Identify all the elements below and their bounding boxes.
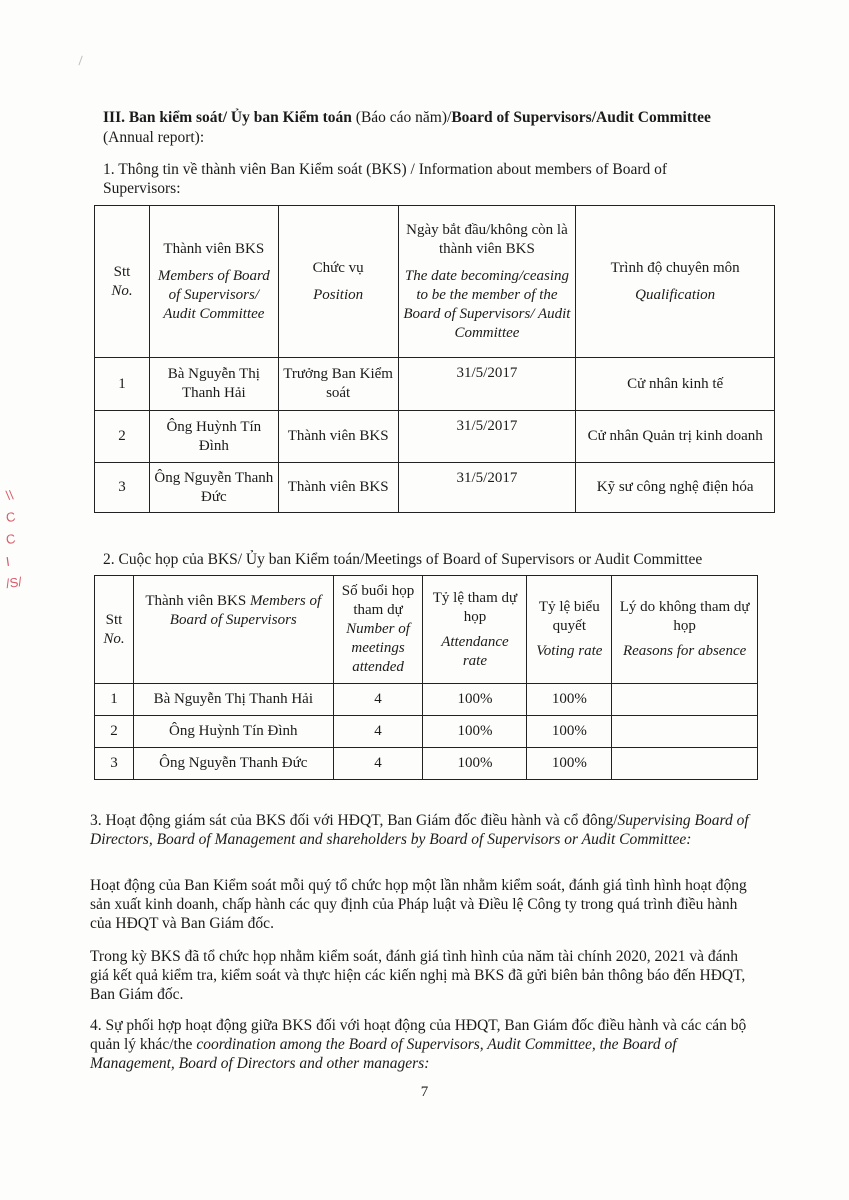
section3-paragraph-1: Hoạt động của Ban Kiểm soát mỗi quý tổ chức họp một lần nhằm kiểm soát, đánh giá tình hình hoạt động sản xuất kinh doanh, chấp hành các quy định của Pháp luật và Điều lệ Công ty trong quá trình điều hành của HĐQT và Ban Giám đốc. <box>90 877 747 932</box>
header-stt: Stt No. <box>95 206 150 358</box>
meetings-table <box>94 575 758 780</box>
table-row: 2 Ông Huỳnh Tín Đình 4 100% 100% <box>95 716 758 748</box>
header-voting: Tỷ lệ biểu quyết Voting rate <box>527 576 612 684</box>
table-header-row <box>95 206 775 358</box>
header-member: Thành viên BKS Members of Board of Supervisors/ Audit Committee <box>149 206 278 358</box>
section4-title: 4. Sự phối hợp hoạt động giữa BKS đối với hoạt động của HĐQT, Ban Giám đốc điều hành và các cán bộ quản lý khác/the coordination among the Board of Supervisors, Audit Committee, the Board of Management, Board of Directors and other managers: <box>90 1017 747 1072</box>
red-stamp-fragment: \\ C C I /S/ <box>4 487 23 592</box>
section3-paragraph-2: Trong kỳ BKS đã tổ chức họp nhằm kiểm soát, đánh giá tình hình của năm tài chính 2020, 2021 và đánh giá kết quả kiểm tra, kiểm soát và thực hiện các kiến nghị mà BKS đã gửi biên bản thông báo đến HĐQT, Ban Giám đốc. <box>90 948 746 1003</box>
section2-title: 2. Cuộc họp của BKS/ Ủy ban Kiểm toán/Meetings of Board of Supervisors or Audit Committee <box>103 551 703 568</box>
header-stt: Stt No. <box>95 576 134 684</box>
header-attendance: Tỷ lệ tham dự họp Attendance rate <box>423 576 527 684</box>
table-row: 3 Ông Nguyễn Thanh Đức Thành viên BKS 31/5/2017 Kỹ sư công nghệ điện hóa <box>95 463 775 513</box>
page-number: 7 <box>420 1084 429 1100</box>
header-meetings: Số buổi họp tham dự Number of meetings attended <box>333 576 423 684</box>
section3-title: 3. Hoạt động giám sát của BKS đối với HĐQT, Ban Giám đốc điều hành và cổ đông/Supervising Board of Directors, Board of Management and shareholders by Board of Supervisors or Audit Committee: <box>90 812 749 848</box>
section1-title: 1. Thông tin về thành viên Ban Kiểm soát (BKS) / Information about members of Board of Supervisors: <box>103 161 668 197</box>
supervisors-info-table <box>94 205 775 513</box>
header-qualification: Trình độ chuyên môn Qualification <box>576 206 775 358</box>
header-reason: Lý do không tham dự họp Reasons for absence <box>612 576 758 684</box>
table-row: 1 Bà Nguyễn Thị Thanh Hải 4 100% 100% <box>95 684 758 716</box>
table-row: 3 Ông Nguyễn Thanh Đức 4 100% 100% <box>95 748 758 780</box>
header-member: Thành viên BKS Members of Board of Supervisors <box>133 576 333 684</box>
header-position: Chức vụ Position <box>278 206 398 358</box>
table-row: 1 Bà Nguyễn Thị Thanh Hải Trưởng Ban Kiểm soát 31/5/2017 Cử nhân kinh tế <box>95 358 775 411</box>
table-header-row <box>95 576 758 684</box>
header-date: Ngày bắt đầu/không còn là thành viên BKS The date becoming/ceasing to be the member of the Board of Supervisors/ Audit Committee <box>398 206 576 358</box>
table-row: 2 Ông Huỳnh Tín Đình Thành viên BKS 31/5/2017 Cử nhân Quản trị kinh doanh <box>95 411 775 463</box>
section-heading: III. Ban kiểm soát/ Ủy ban Kiểm toán (Báo cáo năm)/Board of Supervisors/Audit Committee (Annual report): <box>103 109 711 146</box>
scan-mark <box>78 56 85 67</box>
